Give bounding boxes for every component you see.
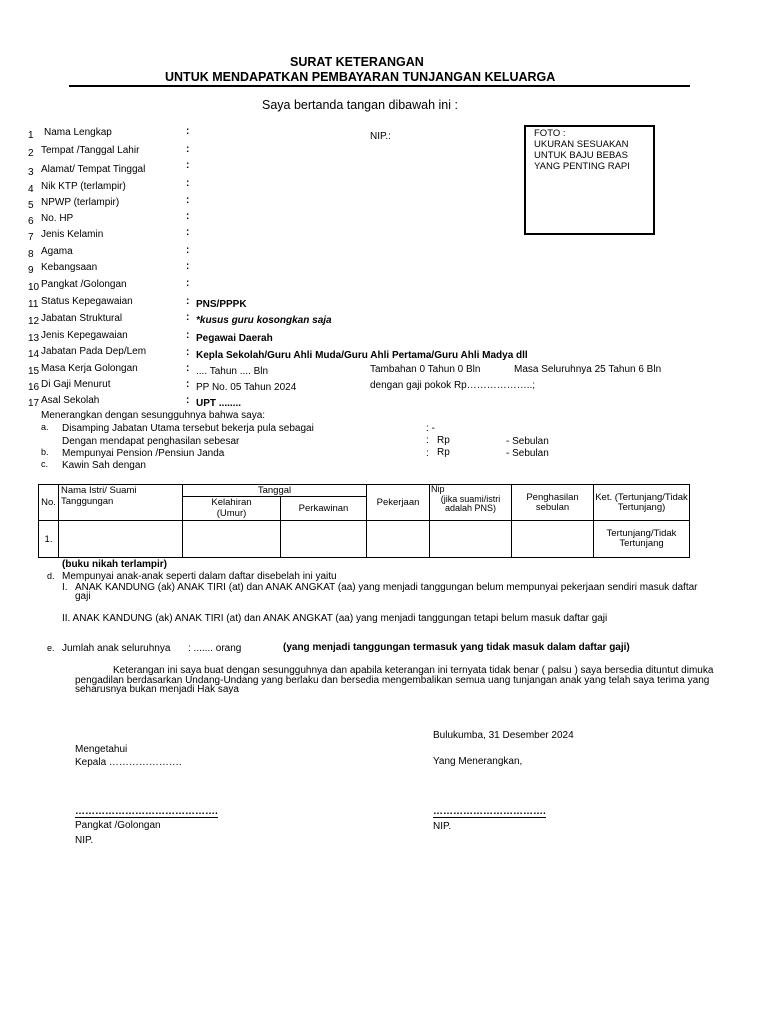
field-colon: : [186,211,190,222]
gaji-pokok: dengan gaji pokok Rp………………..; [370,380,536,391]
field-colon: : [186,178,190,189]
field-value[interactable]: PNS/PPPK [196,299,247,310]
col-header-nama: Nama Istri/ Suami Tanggungan [59,485,183,521]
jumlah-anak-note: (yang menjadi tanggungan termasuk yang tidak masuk dalam daftar gaji) [283,642,630,653]
field-number: 8 [28,249,34,260]
field-colon: : [186,160,190,171]
field-colon: : [186,245,190,256]
field-label: Pangkat /Golongan [41,279,127,290]
field-number: 14 [28,349,40,360]
field-number: 13 [28,333,40,344]
cell-penghasilan [512,521,594,558]
field-value[interactable]: Pegawai Daerah [196,333,273,344]
item-letter-d: d. [47,571,55,581]
field-colon: : [186,379,190,390]
photo-line: UNTUK BAJU BEBAS [534,150,628,161]
kepala-label: Kepala …………………. [75,757,182,768]
sebulan-label: - Sebulan [506,448,549,459]
nip-header-note: (jika suami/istri adalah PNS) [440,493,501,513]
item-letter-a: a. [41,422,49,432]
field-value[interactable]: UPT ........ [196,398,242,409]
field-number: 7 [28,232,34,243]
sebulan-label: - Sebulan [506,436,549,447]
nip-right-label: NIP. [433,821,452,832]
field-label: Nik KTP (terlampir) [41,181,126,192]
closing-line-1: Keterangan ini saya buat dengan sesungguhnya dan apabila keterangan ini ternyata tidak benar ( palsu ) saya bersedia dituntut dimuka [113,665,714,676]
closing-line-3: seharusnya bukan menjadi Hak saya [75,684,239,695]
photo-line: UKURAN SESUAKAN [534,139,629,150]
photo-box [524,125,655,235]
tambahan-masa-kerja: Tambahan 0 Tahun 0 Bln [370,364,481,375]
field-value[interactable]: .... Tahun .... Bln [196,366,269,377]
field-value[interactable]: PP No. 05 Tahun 2024 [196,382,297,393]
col-header-pekerjaan: Pekerjaan [367,485,430,521]
field-label: Jabatan Pada Dep/Lem [41,346,147,357]
field-number: 4 [28,184,34,195]
field-colon: : [186,347,190,358]
document-title: SURAT KETERANGAN [290,55,424,69]
rp-label: Rp [437,447,450,458]
place-date: Bulukumba, 31 Desember 2024 [433,730,574,741]
field-label: Alamat/ Tempat Tinggal [41,164,146,175]
field-number: 16 [28,382,40,393]
field-label: Masa Kerja Golongan [41,363,138,374]
colon: : [426,448,429,459]
anak-item1-no: I. [62,582,68,593]
field-label: Jabatan Struktural [41,313,123,324]
field-label: Agama [41,246,73,257]
field-label: Jenis Kelamin [41,229,104,240]
closing-line-2: pengadilan berdasarkan Undang-Undang yang berlaku dan bersedia mengembalikan semua uang tunjangan anak yang telah saya terima yang [75,675,710,686]
field-value[interactable]: Kepla Sekolah/Guru Ahli Muda/Guru Ahli Pertama/Guru Ahli Madya dll [196,350,528,361]
table-row [39,521,690,558]
jabatan-tambahan-label: Disamping Jabatan Utama tersebut bekerja pula sebagai [62,423,314,434]
field-colon: : [186,227,190,238]
anak-item1-line2: gaji [75,591,91,602]
cell-nama [59,521,183,558]
signature-line-right: ……………………………. [433,806,546,817]
cell-no: 1. [39,521,59,558]
field-label: Asal Sekolah [41,395,100,406]
anak-item1-line1: ANAK KANDUNG (ak) ANAK TIRI (at) dan ANAK ANGKAT (aa) yang menjadi tanggungan belum mempunyai pekerjaan sendiri masuk daftar [75,582,698,593]
field-number: 6 [28,216,34,227]
field-colon: : [186,144,190,155]
nip-header-label: Nip [431,484,445,494]
field-colon: : [186,296,190,307]
colon: : [426,435,429,446]
cell-nip [430,521,512,558]
pangkat-golongan-label: Pangkat /Golongan [75,820,161,831]
title-divider [69,85,690,87]
masa-seluruhnya: Masa Seluruhnya 25 Tahun 6 Bln [514,364,662,375]
field-label: Tempat /Tanggal Lahir [41,145,140,156]
field-colon: : [186,395,190,406]
penghasilan-label: Dengan mendapat penghasilan sebesar [62,436,240,447]
field-colon: : [186,261,190,272]
jabatan-tambahan-value: : - [426,423,435,434]
field-number: 5 [28,200,34,211]
field-value[interactable]: *kusus guru kosongkan saja [196,315,332,326]
photo-line: YANG PENTING RAPI [534,161,630,172]
nip-left-label: NIP. [75,835,94,846]
statement-intro: Menerangkan dengan sesungguhnya bahwa saya: [41,410,266,421]
field-number: 1 [28,130,34,141]
col-header-ket: Ket. (Tertunjang/Tidak Tertunjang) [594,485,690,521]
pensiun-label: Mempunyai Pension /Pensiun Janda [62,448,225,459]
item-letter-b: b. [41,447,49,457]
field-label: NPWP (terlampir) [41,197,120,208]
photo-line: FOTO : [534,128,566,139]
field-label: Di Gaji Menurut [41,379,111,390]
field-number: 17 [28,398,40,409]
col-header-no: No. [39,485,59,521]
col-header-tanggal: Tanggal [183,485,367,497]
document-subtitle: UNTUK MENDAPATKAN PEMBAYARAN TUNJANGAN KELUARGA [165,70,556,84]
mengetahui-label: Mengetahui [75,744,128,755]
field-label: Kebangsaan [41,262,98,273]
cell-pekerjaan [367,521,430,558]
field-label: Jenis Kepegawaian [41,330,128,341]
field-number: 12 [28,316,40,327]
field-number: 9 [28,265,34,276]
field-number: 3 [28,167,34,178]
cell-perkawinan [281,521,367,558]
kawin-label: Kawin Sah dengan [62,460,146,471]
field-colon: : [186,195,190,206]
signature-line-left: ……………………………………. [75,806,218,817]
field-number: 10 [28,282,40,293]
col-header-penghasilan: Penghasilan sebulan [512,485,594,521]
field-number: 11 [28,299,39,310]
field-colon: : [186,312,190,323]
rp-label: Rp [437,435,450,446]
family-table [38,484,690,558]
anak-intro: Mempunyai anak-anak seperti dalam daftar disebelah ini yaitu [62,571,337,582]
cell-kelahiran [183,521,281,558]
buku-nikah-note: (buku nikah terlampir) [62,559,168,570]
cell-ket: Tertunjang/Tidak Tertunjang [594,521,690,558]
col-header-nip [430,485,512,521]
nip-label: NIP.: [370,131,391,142]
field-colon: : [186,330,190,341]
jumlah-anak-label: Jumlah anak seluruhnya [62,643,171,654]
col-header-kelahiran: Kelahiran (Umur) [183,497,281,521]
col-header-perkawinan: Perkawinan [281,497,367,521]
field-number: 2 [28,148,34,159]
yang-menerangkan-label: Yang Menerangkan, [433,756,523,767]
item-letter-c: c. [41,459,49,469]
item-letter-e: e. [47,643,55,653]
field-colon: : [186,126,190,137]
anak-item2: II. ANAK KANDUNG (ak) ANAK TIRI (at) dan ANAK ANGKAT (aa) yang menjadi tanggungan tetapi belum masuk daftar gaji [62,613,608,624]
field-label: Status Kepegawaian [41,296,133,307]
field-label: No. HP [41,213,74,224]
jumlah-anak-count: : ....... orang [188,643,242,654]
field-label: Nama Lengkap [44,127,112,138]
intro-text: Saya bertanda tangan dibawah ini : [262,98,458,112]
field-number: 15 [28,366,40,377]
field-colon: : [186,363,190,374]
field-colon: : [186,278,190,289]
